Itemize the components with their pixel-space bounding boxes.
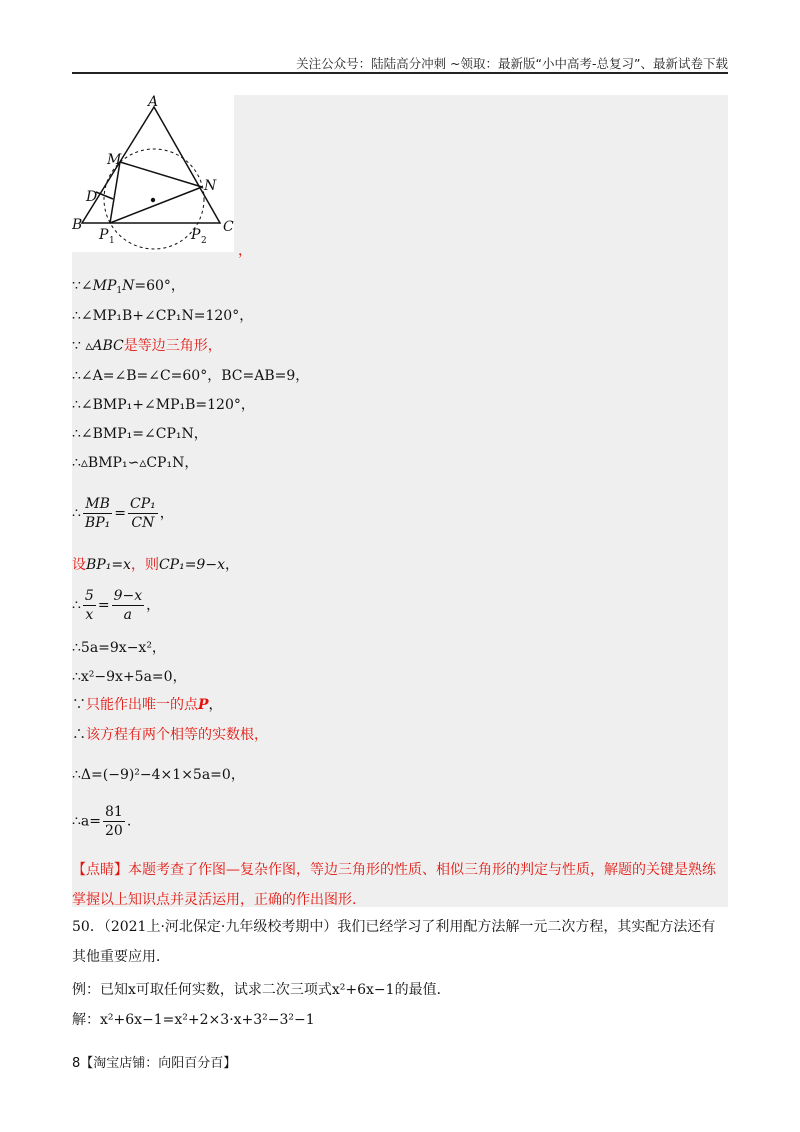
label-p1-sub: 1	[109, 236, 115, 246]
step-1-rest: =60°，	[134, 278, 185, 294]
step-10: ∴ $\frac{5}{x}$ = $\frac{9-x}{a}$ ，	[72, 588, 161, 623]
step-13	[72, 696, 223, 714]
step-9-post: ，	[224, 557, 239, 573]
problem-50-example: 例：已知x可取任何实数，试求二次三项式x²+6x−1的最值．	[72, 982, 451, 998]
step-13-post: ，	[208, 697, 223, 713]
step-10-num-left: 5	[84, 588, 94, 604]
page-footer: 8【淘宝店铺：向阳百分百】	[72, 1056, 237, 1071]
step-16-fraction	[103, 804, 125, 839]
segment-p1n	[110, 187, 202, 223]
step-1-n: N	[122, 278, 135, 294]
step-9-math-1: BP₁=x	[86, 557, 131, 573]
step-14	[72, 726, 268, 744]
step-10-prefix: ∴	[72, 597, 81, 614]
step-14-red-text: 该方程有两个相等的实数根，	[86, 727, 268, 743]
step-9-red-2: ，则	[130, 557, 159, 573]
step-14-prefix: ∴	[72, 727, 86, 743]
step-8-den-right: CN	[131, 515, 155, 531]
triangle-figure	[72, 95, 234, 252]
step-13-red-text: 只能作出唯一的点	[86, 697, 198, 713]
step-10-fraction-left	[83, 588, 96, 623]
label-d: D	[86, 189, 98, 205]
step-3-triangle: ▵ABC	[85, 338, 124, 354]
step-16-post: .	[126, 813, 132, 830]
problem-50-solution: 解：x²+6x−1=x²+2×3·x+3²−3²−1	[72, 1012, 315, 1028]
step-3-red-text: 是等边三角形，	[123, 338, 222, 354]
step-10-num-right: 9−x	[113, 588, 143, 604]
label-p1: P	[99, 227, 109, 243]
step-16-prefix: ∴a=	[72, 813, 101, 830]
step-7: ∴▵BMP₁∽▵CP₁N，	[72, 455, 199, 471]
step-13-point: P	[198, 697, 209, 713]
step-8-num-left: MB	[83, 496, 112, 514]
step-1-mp: MP	[92, 278, 117, 294]
step-8-post: ，	[159, 505, 174, 522]
step-11: ∴5a=9x−x²，	[72, 640, 166, 656]
label-p2-sub: 2	[201, 236, 207, 246]
label-a: A	[148, 95, 159, 110]
step-1	[72, 277, 185, 300]
step-2: ∴∠MP₁B+∠CP₁N=120°，	[72, 308, 254, 324]
label-m: M	[107, 152, 122, 168]
geometry-diagram	[72, 95, 234, 252]
step-8-fraction-right	[128, 496, 158, 531]
step-13-prefix: ∵	[72, 697, 86, 713]
label-c: C	[223, 219, 234, 235]
step-8: ∴ $\frac{MB}{\text{BP₁}}$ = $\frac{\text{CP₁}}{CN}$ ，	[72, 496, 174, 531]
step-9-math-2: CP₁=9−x	[158, 557, 225, 573]
problem-50-intro: 50．（2021上·河北保定·九年级校考期中）我们已经学习了利用配方法解一元二次方程，其实配方法还有其他重要应用．	[72, 919, 716, 965]
step-10-post: ，	[146, 597, 161, 614]
step-1-sub: 1	[116, 286, 123, 296]
step-10-den-right: a	[123, 607, 133, 623]
step-16-den: 20	[104, 823, 123, 839]
step-15: ∴Δ=(−9)²−4×1×5a=0，	[72, 767, 245, 783]
step-16	[72, 804, 131, 839]
step-10-fraction-right	[112, 588, 145, 623]
figure-trailing-comma: ，	[238, 243, 252, 259]
label-p2: P	[191, 227, 201, 243]
step-5: ∴∠BMP₁+∠MP₁B=120°，	[72, 397, 255, 413]
step-4: ∴∠A=∠B=∠C=60°，BC=AB=9，	[72, 368, 310, 384]
step-9	[72, 556, 239, 574]
step-6: ∴∠BMP₁=∠CP₁N，	[72, 426, 208, 442]
key-point-note: 【点睛】本题考查了作图—复杂作图，等边三角形的性质、相似三角形的判定与性质，解题的关键是熟练掌握以上知识点并灵活运用，正确的作出图形.	[72, 862, 716, 908]
step-16-num: 81	[104, 804, 123, 820]
triangle-abc	[82, 107, 220, 223]
header-divider	[72, 72, 728, 74]
step-12: ∴x²−9x+5a=0，	[72, 669, 187, 685]
segment-mn	[120, 162, 202, 187]
step-10-den-left: x	[85, 607, 94, 623]
label-b: B	[72, 217, 83, 233]
step-1-prefix: ∵∠	[72, 278, 93, 294]
step-9-red-1: 设	[72, 557, 86, 573]
step-8-num-right: CP₁	[129, 496, 156, 512]
step-8-prefix: ∴	[72, 505, 81, 522]
label-n: N	[204, 178, 217, 194]
step-3	[72, 337, 222, 355]
step-8-den-left: BP₁	[84, 515, 111, 531]
circle-center	[151, 198, 155, 202]
step-8-fraction-left	[83, 496, 112, 531]
step-3-prefix: ∵	[72, 338, 81, 354]
page-header: 关注公众号：陆陆高分冲刺 ~领取：最新版“小中高考-总复习”、最新试卷下载	[296, 56, 728, 71]
